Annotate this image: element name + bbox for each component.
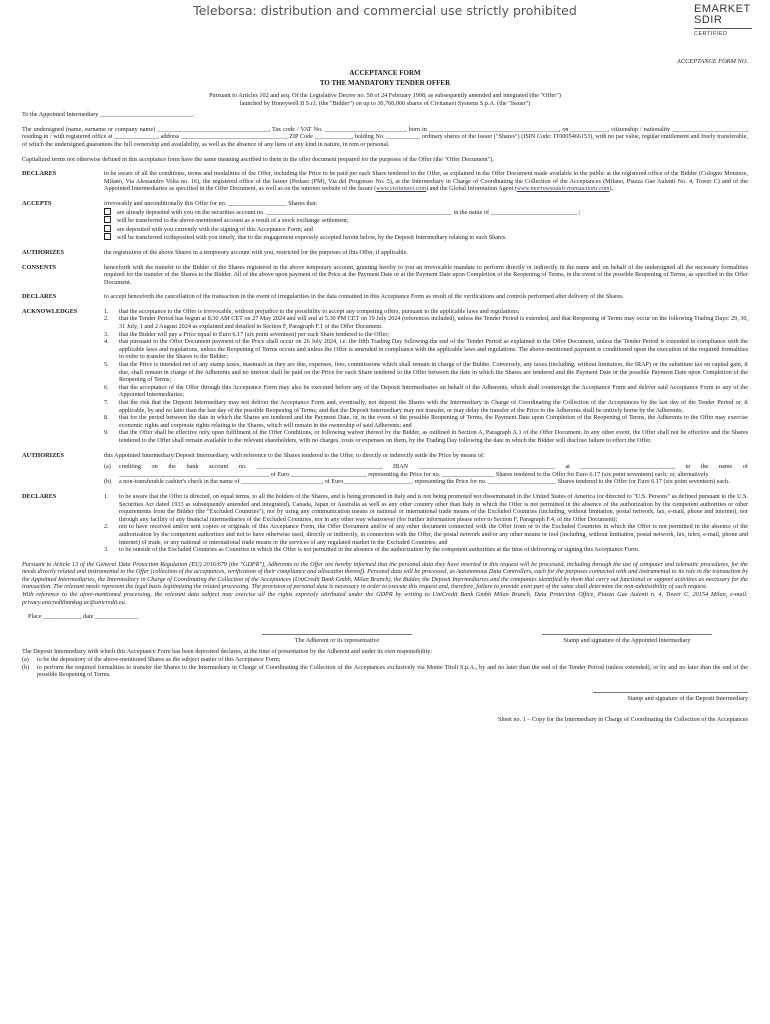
gdpr-notice: Pursuant to Article 13 of the General Data Protection Regulation (EU) 2016/679 (the "GDPR"), Adherents to the Offer are hereby informed that the personal data they have inserted in this request will be processed, including through the use of computer and telematic procedures, for the needs directly related and instrumental to the Offer (collection of the acceptances, verification of their compliance and allocation thereof). Personal data will be processed, as Autonomous Data Controllers, each for the purposes connected with and instrumental to its role in the transaction by the Appointed Intermediaries, the Intermediary in Charge of Coordinating the Collection of the Acceptances (UniCredit Bank Gmbh, Milan Branch), the Bidder, the Deposit Intermediaries and the companies identified by them that carry out functional or support activities as necessary for the transaction. The relevant needs represent the legal basis legitimizing the related processing. The provision of personal data is necessary in order to execute this request and, therefore, failure to provide even part of the same shall determine the non-admissibility of such request.: [22, 560, 748, 591]
offer-intro-1: Pursuant to Articles 102 and seq. Of the Legislative Decree no. 58 of 24 February 1998, as subsequently amended and integrated (the "Offer"): [209, 92, 561, 99]
logo-line1: EMARKET: [694, 3, 751, 15]
declares-item: 3. to be outside of the Excluded Countries as Countries in which the Offer is not permitted in the absence of the authorization by the competent authorities at the time of delivering or signing this Acceptance Form.: [104, 546, 640, 554]
declares-item: 1. to be aware that the Offer is directed, on equal terms, to all the holders of the Shares, and is being promoted in Italy and is not being promoted nor disseminated in the United States of America (or directed to "U.S. Persons" as defined pursuant to the U.S. Securities Act dated 1933 as subsequently amended and integrated), Canada, Japan or Australia as well as any other country other than Italy in which the Offer is not permitted in the absence of the authorization by the competent authorities or other requirements from the Bidder (the "Excluded Countries"), nor by using any communication means or national or international trade means of the Excluded Countries (including, without limitation, postal network, fax, e-mail, phone and internet), nor through any facility of any financial intermediaries of the Excluded Countries, nor in any other way whatsoever (for further information please refer to Section F, Paragraph F.4, of the Offer Document);: [104, 492, 748, 523]
acknowledges-item: 9. that the Offer shall be effective only upon fulfilment of the Offer Conditions, or following waiver thereof by the Bidder, as outlined in Section A, Paragraph A.1 of the Offer Document. In any other event, the Offer shall not be effective and the Shares tendered to the Offer shall remain available to the relevant shareholders, with no charges, costs or expenses on them, by the Trading Day following the date in which the Bidder will disclose failure to effect the Offer.: [104, 429, 748, 444]
acknowledges-label: ACKNOWLEDGES: [22, 307, 78, 315]
logo-line3: CERTIFIED: [694, 31, 728, 37]
acknowledges-item: 5. that the Price is intended net of any stamp taxes, inasmuch as they are due, expenses, fees, commissions which shall remain in charge of the Bidder. Conversely, any taxes (including, without limitation, the IRAP) or the substitute tax on capital gain, if due, shall remain in charge of the Adherents and no interest shall be paid on the Price for each Share tendered to the Offer between the date in which the Shares are tendered and the Payment Date or the possible Payment Date upon Completion of the Reopening of Terms;: [104, 361, 748, 384]
checkbox-option-2[interactable]: [104, 216, 111, 223]
payment-option-b: (b) a non-transferable cashier's check in the name of __________________________, of Euro______________________, representing the Price for no. ______________________ Shares tendered to the Offer for Euro 6.17 (six point seventeen) each.: [104, 478, 730, 486]
acknowledges-item: 8. that for the period between the date in which the Shares are tendered and the Payment Date, or, in the event of the possible Reopening of Terms, the Payment Date upon Completion of the Reopening of Terms, the Adherents to the Offer may exercise economic rights and corporate rights relating to the Shares, which will remain in the ownership of said Adherents; and: [104, 414, 748, 429]
acknowledges-item: 3. that the Bidder will pay a Price equal to Euro 6.17 (six point seventeen) per each Share tendered to the Offer;: [104, 330, 390, 338]
adherent-signature: The Adherent or its representative: [262, 634, 412, 645]
authorizes-section-1: [22, 249, 748, 257]
accepts-option-2[interactable]: will be transferred to the above-mentioned account as a result of a stock exchange settlement;: [104, 216, 748, 225]
form-number: ACCEPTANCE FORM NO.: [676, 58, 748, 65]
declares-label-3: DECLARES: [22, 492, 57, 500]
issuer-website-link[interactable]: www.civitanavi.com: [376, 185, 426, 193]
checkbox-option-3[interactable]: [104, 225, 111, 232]
consents-section: [22, 264, 748, 287]
payment-option-a: (a) crediting on the bank account no. ________________________________________, IBAN ____________________________________________ at ______________________________, in the name of ________________________________________________, of Euro ________________________, representing the Price for no. _________________ Shares tendered to the Offer for Euro 6.17 (six point seventeen) each; or, alternatively: [104, 463, 748, 478]
undersigned-paragraph: The undersigned (name, surname or company name) ____________________________________, Tax code / VAT No. __________________________, born in __________________________________________, on ____________, citizenship / nationality ________________________, residing in / with registered office at ______________, address __________________________________, ZIP Code ____________, holding No. ___________ ordinary shares of the Issuer ("Shares") (ISIN Code: IT0005466153), with no par value, regular entitlement and freely transferable, of which the undersigned guarantees the full ownership and availability, as well as the absence of any liens of any kind in nature, in rem or personal.: [22, 125, 748, 148]
declares-item: 2. not to have received and/or sent copies or originals of this Acceptance Form, the Offer Document and/or of any other document connected with the Offer from or to the Excluded Countries in which the Offer is not permitted in the absence of the authorization by the competent authorities and not to have otherwise used, directly or indirectly, in connection with the Offer, the postal network and/or any other means or tool (including, without limitation, postal network, fax, telex, e-mail, phone and internet) of trade, or any national or international trade means or the services of any regulated market in the Excluded Countries; and: [104, 523, 748, 546]
offer-intro-2: launched by Honeywell II S.r.l. (the "Bidder") on up to 30,760,000 shares of Civitanavi Systems S.p.A. (the "Issuer"): [239, 99, 531, 107]
deposit-item-b: (b) to perform the required formalities to transfer the Shares to the Intermediary in Charge of Coordinating the Collection of the Acceptances exclusively via Monte Titoli S.p.A., by and no later than the end of the Tender Period (unless extended), or by and no later than the end of the possible Reopening of Terms.: [22, 663, 748, 679]
acknowledges-item: 1. that the acceptance to the Offer is irrevocable, without prejudice to the possibility to accept any competing offers, pursuant to the applicable laws and regulations;: [104, 307, 520, 315]
declares-section-1: [22, 170, 748, 193]
declares-label-2: DECLARES: [22, 293, 57, 301]
declares-text-1-main: to be aware of all the conditions, terms and modalities of the Offer, including the Price to be paid per each Share tendered to the Offer, as explained in the Offer Document made available to the public at the registered office of the Bidder (Cologno Monzese, Milano, Via Alessandro Volta no. 16), the registered office of the Issuer (Pedaso (FM), Via del Progresso No. 5), at the Intermediary in Charge of Coordinating the Collection of the Acceptances (Milano, Piazza Gae Aulenti No. 4, Tower C) and of the Appointed Intermediaries as specified in the Offer Document, as well as on the internet website of the Issuer (: [104, 170, 748, 193]
declares-text-1-mid: ) and the Global Information Agent (: [425, 185, 518, 193]
form-title: ACCEPTANCE FORM: [349, 69, 421, 77]
acknowledges-item: 4. that pursuant to the Offer Document payment of the Price shall occur on 26 July 2024, i.e. the fifth Trading Day following the end of the Tender Period as explained in the Offer Document, unless the Tender Period is extended in compliance with the applicable laws and regulations, unless the Reopening of Terms occurs and unless the Offer is amended in compliance with the applicable laws and regulations. The above-mentioned payment is conditioned upon the execution of the required formalities in order to transfer the Shares to the Bidder;: [104, 338, 748, 361]
capitalized-terms: Capitalized terms not otherwise defined in this acceptance form have the same meaning ascribed to them in the offer document prepared for the purposes of the Offer (the "Offer Document").: [22, 155, 494, 163]
distribution-banner: [0, 0, 770, 24]
authorizes-text-2: this Appointed Intermediary/Deposit Intermediary, with reference to the Shares tendered to the Offer, to directly or indirectly settle the Price by means of:: [104, 451, 485, 459]
authorizes-text-1: the registration of the above Shares in a temporary account with you, restricted for the purposes of this Offer, if applicable.: [104, 248, 408, 256]
declares-text-1: [104, 170, 748, 193]
emarket-sdir-logo: [694, 4, 760, 48]
accepts-label: ACCEPTS: [22, 199, 52, 207]
acknowledges-item: 7. that the risk that the Deposit Intermediary may not deliver the Acceptance Form and, eventually, not deposit the Shares with the Intermediary in Charge of Coordinating the Collection of the Acceptances by the last day of the Tender Period or, if applicable, by and no later than the last day of the possible Reopening of Terms, and that the Deposit Intermediary may not transfer, or may delay the transfer of the Price to the Adherents shall be entirely borne by the Adherents;: [104, 399, 748, 414]
acceptance-form: [22, 58, 748, 724]
gdpr-rights: With reference to the afore-mentioned processing, the relevant data subject may exercise all the rights expressly attributed under the GDPR by writing to UniCredit Bank Gmbh Milan Branch, Data Protection Office, Piazza Gae Aulenti n. 4, Tower C, 20154 Milan, e-mail: privacy.unicreditbankag.uc@unicredit.eu.: [22, 591, 748, 606]
appointed-intermediary-signature: Stamp and signature of the Appointed Intermediary: [542, 634, 712, 645]
logo-rule: [694, 28, 752, 29]
declares-text-2: to accept henceforth the cancellation of the transaction in the event of irregularities in the data contained in this Acceptance Form as result of the verifications and controls performed after delivery of the Shares.: [104, 293, 624, 301]
authorizes-section-2: [22, 452, 748, 486]
deposit-intro: The Deposit Intermediary with which this Acceptance Form has been deposited declares, at the time of presentation by the Adherent and under its own responsibility:: [22, 648, 433, 656]
place-date: Place ____________, date ______________: [28, 613, 139, 621]
accepts-section: [22, 200, 748, 242]
checkbox-option-1[interactable]: [104, 208, 111, 215]
declares-section-3: [22, 493, 748, 554]
declares-section-2: [22, 293, 748, 301]
form-subtitle: TO THE MANDATORY TENDER OFFER: [319, 79, 451, 87]
deposit-intermediary-signature: Stamp and signature of the Deposit Intermediary: [593, 692, 748, 703]
acknowledges-item: 2. that the Tender Period has begun at 8.30 AM CET on 27 May 2024 and will end at 5.30 PM CET on 19 July 2024 (references included), unless the Tender Period is extended, and that Reopening of Terms may occur on the following Trading Days: 29, 30, 31 July, 1 and 2 August 2024 as explained and detailed in Section F, Paragraph F.1 of the Offer Document.: [104, 315, 748, 331]
consents-text: henceforth with the transfer to the Bidder of the Shares registered in the above temporary account, granting hereby to you an irrevocable mandate to perform directly or indirectly in the name and on behalf of the undersigned all the necessary formalities required for the transfer of the Shares to the Bidder. All of the above upon payment of the Price at the Payment Date or at the Payment Date upon Completion of the Reopening of Terms, in the event of the possible Reopening of Terms, as specified in the Offer Document.: [104, 263, 748, 286]
acknowledges-section: [22, 308, 748, 445]
accepts-option-4[interactable]: will be transferred to/deposited with you timely, due to the engagement expressly accepted herein below, by the Deposit Intermediary relating to such Shares.: [104, 233, 748, 242]
checkbox-option-4[interactable]: [104, 233, 111, 240]
agent-website-link[interactable]: www.morrowsodali-transactions.com: [517, 185, 610, 193]
banner-text: Teleborsa: distribution and commercial use strictly prohibited: [193, 3, 577, 18]
authorizes-label-2: AUTHORIZES: [22, 451, 64, 459]
declares-label-1: DECLARES: [22, 170, 57, 178]
addressee: To the Appointed Intermediary ______________________________.: [22, 111, 195, 119]
deposit-item-a: (a) to be the depository of the above-mentioned Shares as the subject matter of this Acceptance Form;: [22, 656, 281, 664]
authorizes-label-1: AUTHORIZES: [22, 248, 64, 256]
logo-line2: SDIR: [694, 14, 723, 26]
accepts-option-1[interactable]: are already deposited with you on the securities account no. ____________________________________________________________ in the name of ____________________________ ;: [104, 208, 748, 217]
accepts-option-3[interactable]: are deposited with you currently with the signing of this Acceptance Form; and: [104, 225, 748, 234]
declares-text-1-end: ).: [609, 185, 614, 193]
signature-row: [22, 634, 748, 645]
accepts-line: irrevocably and unconditionally this Offer for no. ___________________ Shares that:: [104, 199, 318, 207]
acknowledges-item: 6. that the acceptance of the Offer through this Acceptance Form may also be executed before any of the Deposit Intermediaries on behalf of the Adherents, which shall countersign the Acceptance Form and deliver said Acceptance Form to any of the Appointed Intermediaries;: [104, 383, 748, 399]
sheet-footer: Sheet no. 1 – Copy for the Intermediary in Charge of Coordinating the Collection of the Acceptances: [498, 716, 748, 724]
consents-label: CONSENTS: [22, 263, 56, 271]
